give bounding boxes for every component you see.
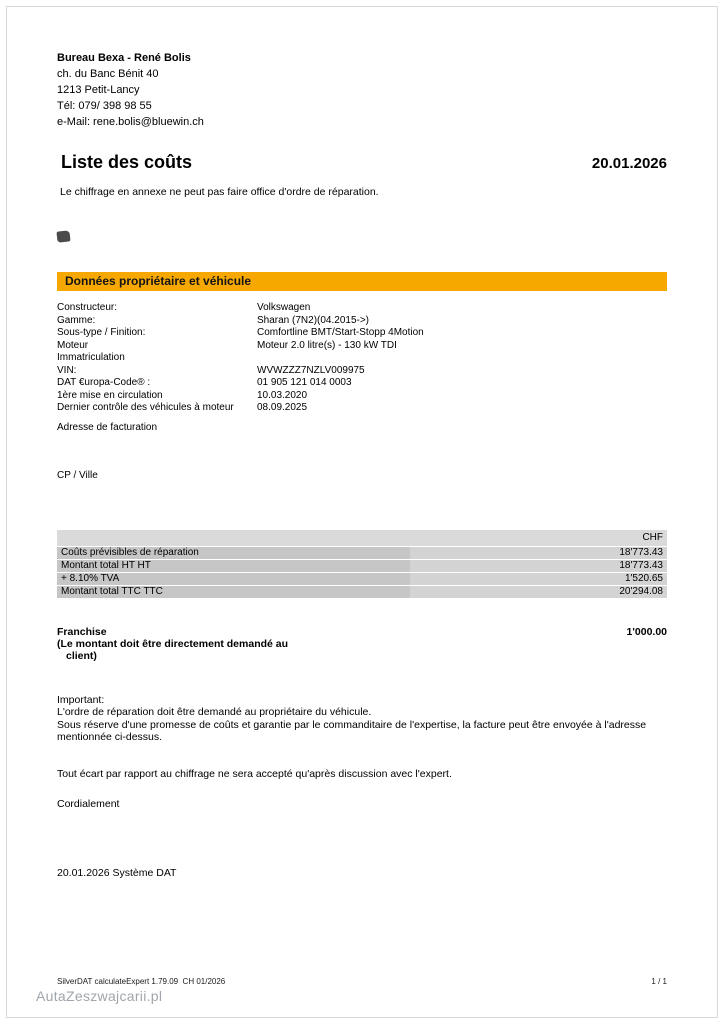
field-value — [257, 352, 667, 365]
franchise-note — [57, 626, 288, 662]
sender-email: e-Mail: rene.bolis@bluewin.ch — [57, 116, 204, 128]
section-header-vehicle: Données propriétaire et véhicule — [57, 272, 667, 291]
field-label: Immatriculation — [57, 352, 125, 363]
vehicle-row — [57, 340, 667, 353]
franchise-section — [57, 626, 667, 662]
document-date: 20.01.2026 — [591, 155, 667, 172]
field-value: Moteur 2.0 litre(s) - 130 kW TDI — [257, 339, 397, 351]
cost-amount: 20'294.08 — [410, 586, 667, 598]
sender-street: ch. du Banc Bénit 40 — [57, 68, 159, 80]
table-row — [57, 573, 667, 585]
disclaimer-note: Le chiffrage en annexe ne peut pas faire office d'ordre de réparation. — [60, 186, 379, 198]
sender-name: Bureau Bexa - René Bolis — [57, 52, 191, 64]
billing-address-label: Adresse de facturation — [57, 421, 158, 433]
vehicle-row — [57, 365, 667, 378]
cost-label: Montant total TTC TTC — [57, 586, 410, 598]
field-label: Gamme: — [57, 314, 96, 326]
field-value: WVWZZZ7NZLV009975 — [257, 364, 365, 376]
closing-text: Cordialement — [57, 798, 120, 810]
vehicle-data-list — [57, 302, 667, 415]
sender-phone: Tél: 079/ 398 98 55 — [57, 100, 152, 112]
page-title: Liste des coûts — [61, 152, 193, 172]
important-line1: L'ordre de réparation doit être demandé au propriétaire du véhicule. — [57, 706, 372, 718]
vehicle-row — [57, 327, 667, 340]
field-value: Comfortline BMT/Start-Stopp 4Motion — [257, 327, 424, 338]
table-row — [57, 586, 667, 598]
franchise-note-line2: client) — [66, 649, 97, 662]
franchise-amount: 1'000.00 — [626, 625, 667, 638]
table-row — [57, 560, 667, 572]
field-label: Constructeur: — [57, 302, 118, 313]
field-label: Moteur — [57, 339, 89, 351]
field-label: Sous-type / Finition: — [57, 327, 146, 338]
vehicle-row — [57, 390, 667, 403]
cost-label: Montant total HT HT — [57, 560, 410, 572]
field-label: 1ère mise en circulation — [57, 389, 163, 401]
field-value: Volkswagen — [257, 302, 311, 313]
vehicle-row — [57, 402, 667, 415]
costs-table — [57, 530, 667, 598]
important-notes — [57, 694, 667, 811]
important-line2: Sous réserve d'une promesse de coûts et garantie par le commanditaire de l'expertise, la facture peut être envoyée à l'adresse mentionnée ci-dessus. — [57, 718, 647, 743]
signature-line: 20.01.2026 Système DAT — [57, 866, 177, 879]
field-value: Sharan (7N2)(04.2015->) — [257, 314, 370, 326]
title-row — [57, 152, 667, 173]
sender-block — [57, 50, 667, 130]
important-line3: Tout écart par rapport au chiffrage ne sera accepté qu'après discussion avec l'expert. — [57, 767, 452, 780]
field-value: 01 905 121 014 0003 — [257, 377, 352, 388]
cost-amount: 1'520.65 — [410, 573, 667, 585]
vehicle-row — [57, 302, 667, 315]
field-label: Dernier contrôle des véhicules à moteur — [57, 402, 234, 413]
page-footer — [57, 977, 667, 986]
sender-city: 1213 Petit-Lancy — [57, 84, 140, 96]
franchise-label: Franchise — [57, 625, 107, 638]
cost-label: Coûts prévisibles de réparation — [57, 547, 410, 559]
currency-header: CHF — [642, 532, 663, 543]
field-value: 08.09.2025 — [257, 402, 308, 413]
vehicle-row — [57, 315, 667, 328]
important-heading: Important: — [57, 693, 105, 706]
franchise-note-line1: (Le montant doit être directement demandé au — [57, 637, 289, 650]
costs-table-header — [57, 530, 667, 546]
vehicle-row — [57, 352, 667, 365]
field-value: 10.03.2020 — [257, 389, 308, 401]
cost-amount: 18'773.43 — [410, 560, 667, 572]
field-label: DAT €uropa-Code® : — [57, 377, 151, 388]
cp-ville-label: CP / Ville — [57, 469, 98, 481]
cost-amount: 18'773.43 — [410, 547, 667, 559]
field-label: VIN: — [57, 364, 77, 376]
page-number: 1 / 1 — [651, 977, 667, 986]
table-row — [57, 547, 667, 559]
cost-label: + 8.10% TVA — [57, 573, 410, 585]
footer-software-info: SilverDAT calculateExpert 1.79.09 CH 01/2026 — [57, 977, 226, 986]
vehicle-row — [57, 377, 667, 390]
site-watermark: AutaZeszwajcarii.pl — [36, 988, 163, 1004]
